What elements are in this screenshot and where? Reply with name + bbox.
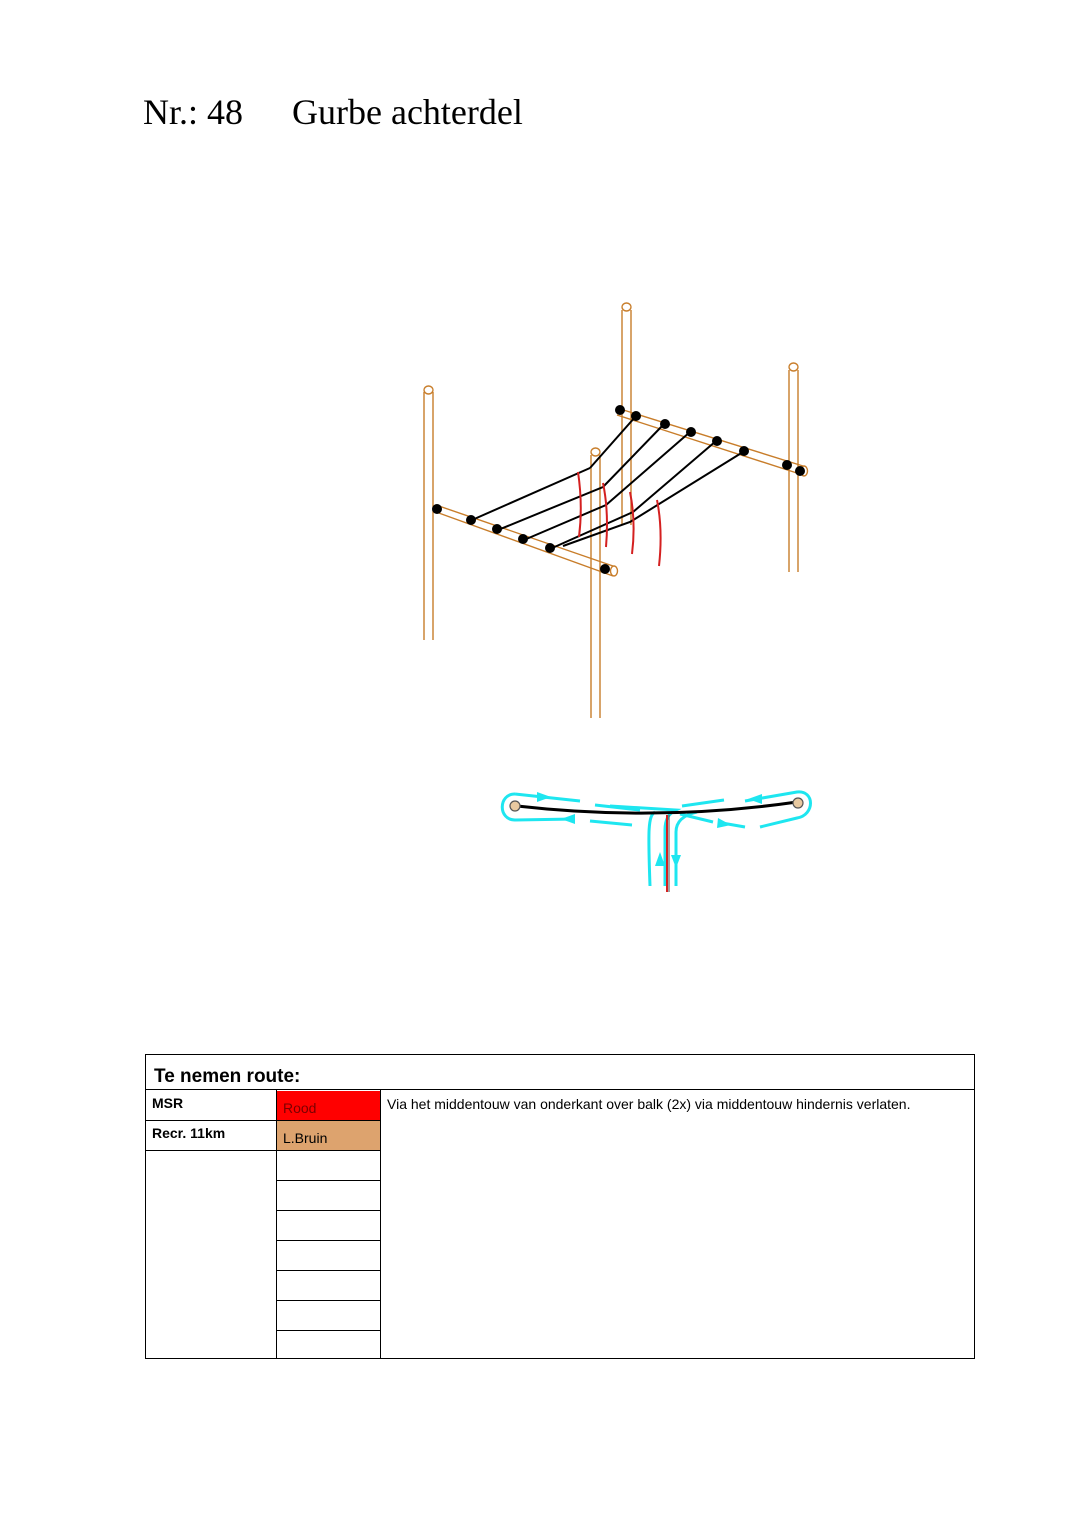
row-color-lbruin: L.Bruin [277, 1121, 380, 1150]
route-description: Via het middentouw van onderkant over balk (2x) via middentouw hindernis verlaten. [387, 1096, 911, 1112]
row-color-rood: Rood [277, 1091, 380, 1120]
obstacle-number: Nr.: 48 [143, 92, 244, 132]
route-table-title: Te nemen route: [146, 1055, 974, 1090]
route-table [145, 1054, 975, 1359]
obstacle-title: Gurbe achterdel [292, 92, 523, 132]
row-category-msr: MSR [152, 1095, 184, 1111]
row-category-recr: Recr. 11km [152, 1125, 226, 1141]
